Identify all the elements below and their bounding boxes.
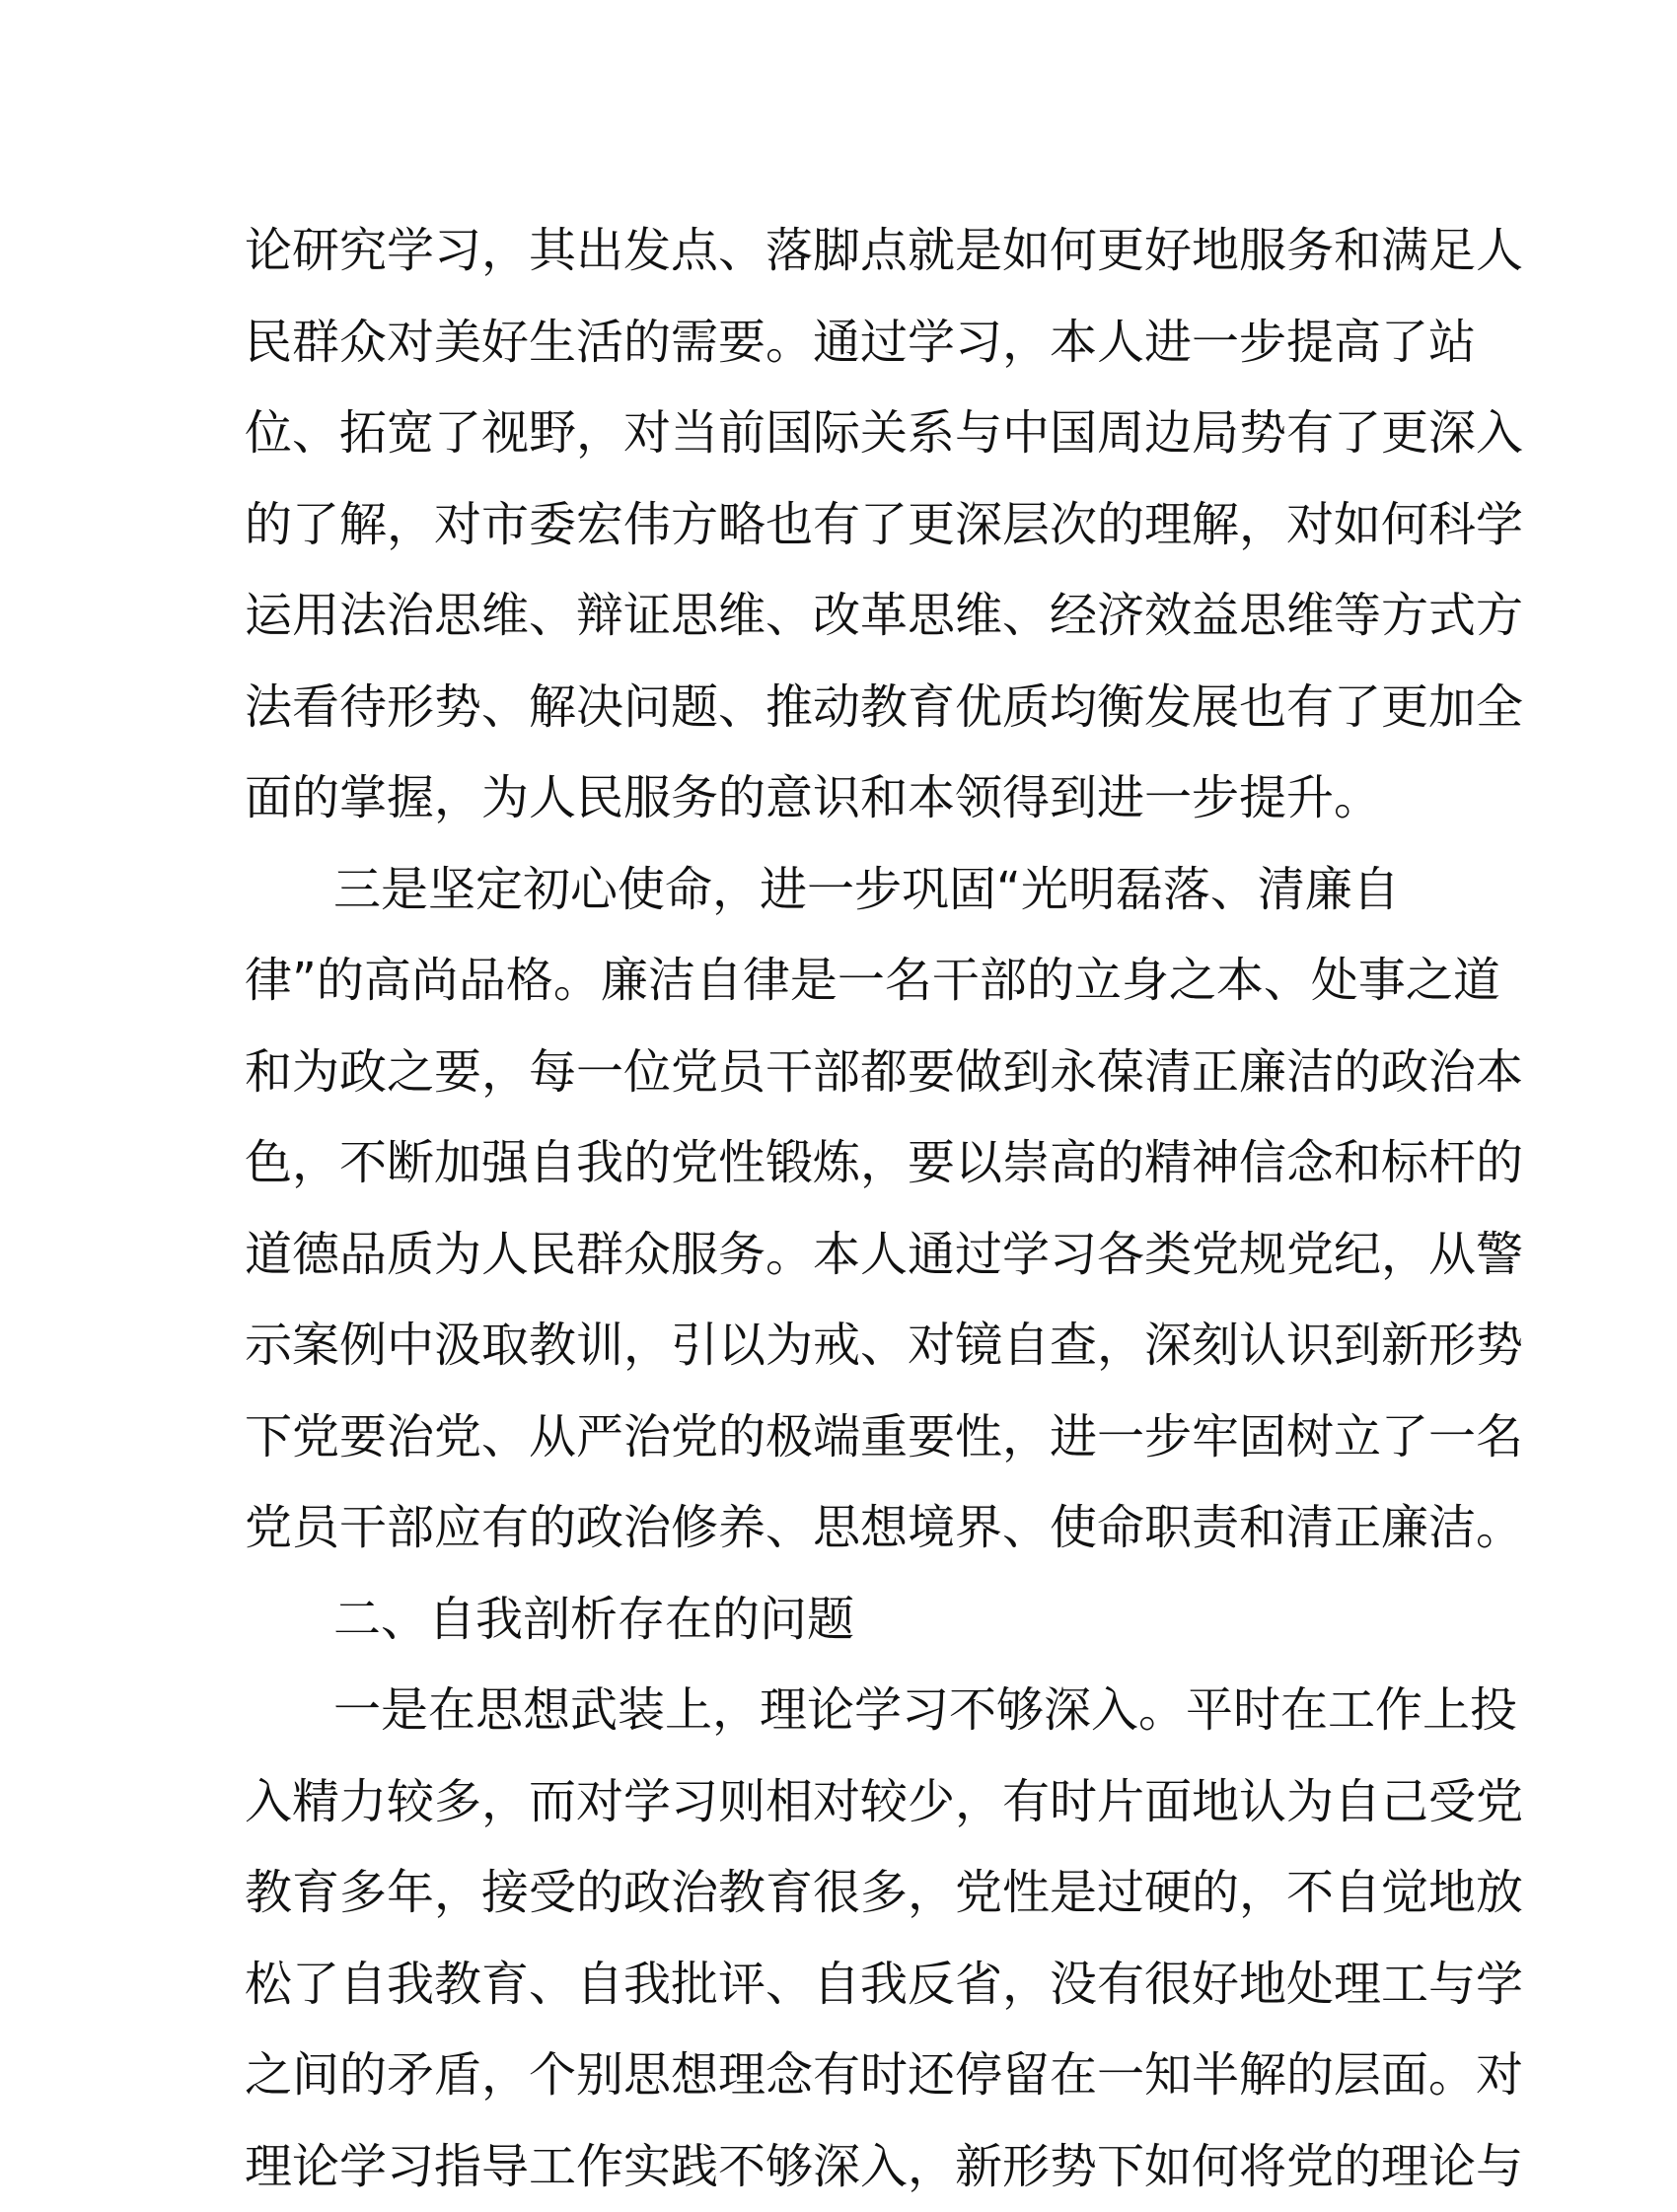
document-body xyxy=(245,205,1428,2212)
text-line: 松了自我教育、自我批评、自我反省，没有很好地处理工与学 xyxy=(245,1939,1428,2031)
text-line: 一是在思想武装上，理论学习不够深入。平时在工作上投 xyxy=(245,1665,1428,1756)
text-line: 党员干部应有的政治修养、思想境界、使命职责和清正廉洁。 xyxy=(245,1482,1428,1574)
text-line: 下党要治党、从严治党的极端重要性，进一步牢固树立了一名 xyxy=(245,1391,1428,1483)
text-line: 面的掌握，为人民服务的意识和本领得到进一步提升。 xyxy=(245,752,1428,844)
text-line: 教育多年，接受的政治教育很多，党性是过硬的，不自觉地放 xyxy=(245,1847,1428,1939)
section-heading xyxy=(245,1574,1428,1666)
text-line: 之间的矛盾，个别思想理念有时还停留在一知半解的层面。对 xyxy=(245,2030,1428,2121)
text-line: 色，不断加强自我的党性锻炼，要以崇高的精神信念和标杆的 xyxy=(245,1117,1428,1209)
text-line: 论研究学习，其出发点、落脚点就是如何更好地服务和满足人 xyxy=(245,205,1428,297)
text-line: 民群众对美好生活的需要。通过学习，本人进一步提高了站 xyxy=(245,297,1428,389)
text-line: 法看待形势、解决问题、推动教育优质均衡发展也有了更加全 xyxy=(245,662,1428,753)
text-line: 的了解，对市委宏伟方略也有了更深层次的理解，对如何科学 xyxy=(245,479,1428,571)
paragraph-integrity xyxy=(245,844,1428,1574)
text-line: 和为政之要，每一位党员干部都要做到永葆清正廉洁的政治本 xyxy=(245,1027,1428,1118)
paragraph-continuation xyxy=(245,205,1428,844)
section-heading-text: 二、自我剖析存在的问题 xyxy=(245,1574,1428,1666)
paragraph-study xyxy=(245,1665,1428,2212)
text-line: 理论学习指导工作实践不够深入，新形势下如何将党的理论与 xyxy=(245,2121,1428,2212)
text-line: 道德品质为人民群众服务。本人通过学习各类党规党纪，从警 xyxy=(245,1209,1428,1301)
text-line: 示案例中汲取教训，引以为戒、对镜自查，深刻认识到新形势 xyxy=(245,1300,1428,1391)
text-line: 入精力较多，而对学习则相对较少，有时片面地认为自己受党 xyxy=(245,1756,1428,1848)
text-line: 三是坚定初心使命，进一步巩固“光明磊落、清廉自 xyxy=(245,844,1428,936)
text-line: 运用法治思维、辩证思维、改革思维、经济效益思维等方式方 xyxy=(245,570,1428,662)
text-line: 位、拓宽了视野，对当前国际关系与中国周边局势有了更深入 xyxy=(245,388,1428,479)
text-line: 律”的高尚品格。廉洁自律是一名干部的立身之本、处事之道 xyxy=(245,935,1428,1027)
